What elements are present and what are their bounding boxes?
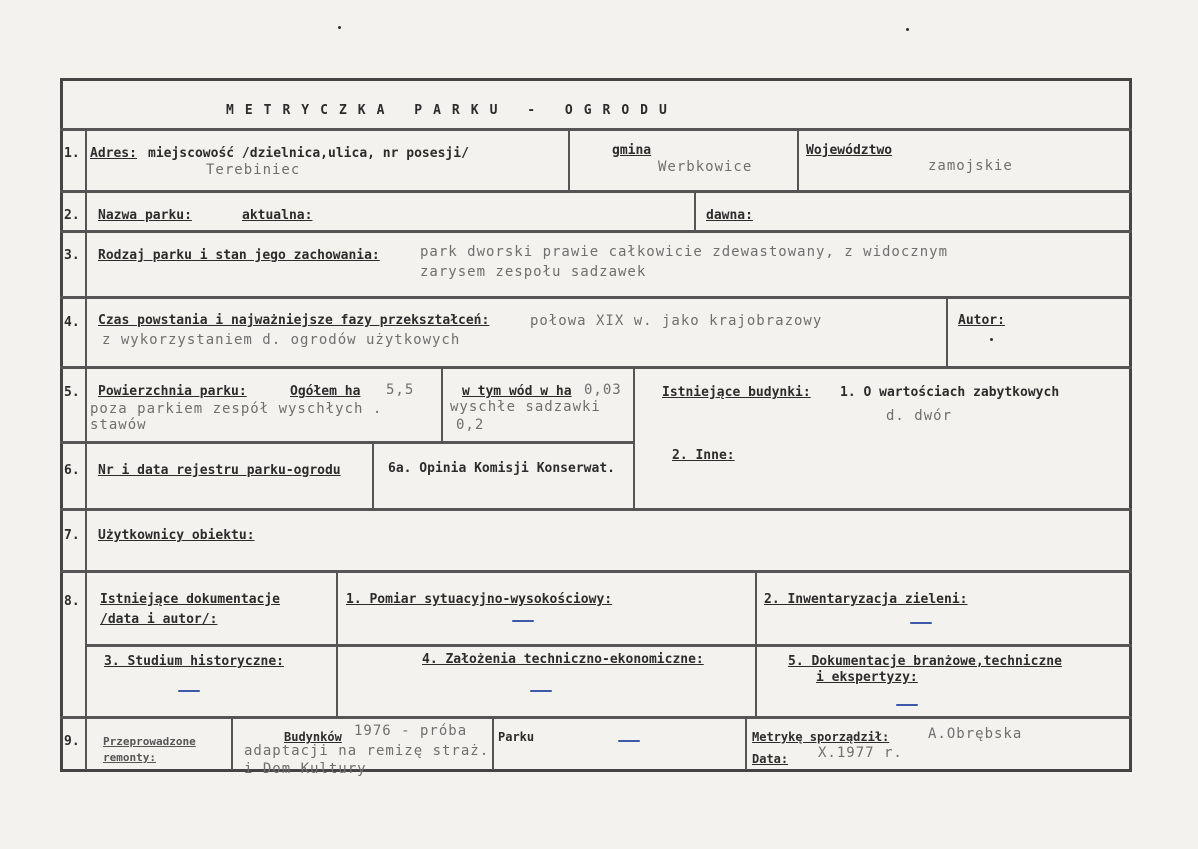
park-type-value-line2: zarysem zespołu sadzawek [420,264,647,280]
area-note-line1: poza parkiem zespół wyschłych . [90,401,383,417]
rule [372,443,374,508]
page-title: METRYCZKA PARKU - OGRODU [226,103,678,118]
origin-value-line2: z wykorzystaniem d. ogrodów użytkowych [102,332,461,348]
sector-docs-label-line1: 5. Dokumentacje branżowe,techniczne [788,654,1062,669]
voivodeship-value: zamojskie [928,158,1013,174]
total-area-value: 5,5 [386,382,415,398]
rule [60,190,1132,193]
current-name-label: aktualna: [242,208,313,223]
users-label: Użytkownicy obiektu: [98,528,255,543]
historical-study-label: 3. Studium historyczne: [104,654,285,669]
renovations-label-line2: remonty: [103,751,156,764]
park-name-label: Nazwa parku: [98,208,192,223]
gmina-label: gmina [612,143,652,158]
rule [755,572,757,716]
address-value: Terebiniec [206,162,301,178]
renovation-value-line3: i Dom Kultury [244,761,367,777]
date-label: Data: [752,752,789,766]
rule [336,572,338,716]
speck [906,28,909,31]
water-area-label: w tym wód w ha [462,384,572,399]
greenery-inventory-label: 2. Inwentaryzacja zieleni: [764,592,968,607]
renovation-value-line1: 1976 - próba [354,723,468,739]
address-label-detail: miejscowość /dzielnica,ulica, nr posesji/ [148,146,469,161]
rule [60,716,1132,719]
voivodeship-label: Województwo [806,143,893,158]
buildings-label: Istniejące budynki: [662,385,811,400]
compiled-by-label: Metrykę sporządził: [752,730,890,744]
gmina-value: Werbkowice [658,159,753,175]
documentation-label-line1: Istniejące dokumentacje [100,592,281,607]
area-label: Powierzchnia parku: [98,384,247,399]
rule [60,508,1132,511]
rule [745,718,747,770]
rule [85,130,87,770]
rule [568,130,570,190]
water-area-value: 0,03 [584,382,622,398]
row-number: 6. [64,463,80,478]
empty-value-dash [530,690,552,692]
row-number: 9. [64,734,80,749]
buildings-renovation-label: Budynków [284,730,342,744]
rule [60,296,1132,299]
rule [441,368,443,441]
rule [797,130,799,190]
park-type-value-line1: park dworski prawie całkowicie zdewastowany, z widocznym [420,244,949,260]
empty-value-dash [910,622,932,624]
water-note-line1: wyschłe sadzawki [450,399,601,415]
speck [338,26,341,29]
empty-value-dash [618,740,640,742]
park-type-label: Rodzaj parku i stan jego zachowania: [98,248,380,263]
renovations-label-line1: Przeprowadzone [103,735,196,748]
rule [694,192,696,230]
rule [633,368,635,508]
row-number: 3. [64,248,80,263]
total-area-label: Ogółem ha [290,384,361,399]
row-number: 7. [64,528,80,543]
former-name-label: dawna: [706,208,753,223]
empty-value-dash [178,690,200,692]
origin-value-line1: połowa XIX w. jako krajobrazowy [530,313,823,329]
rule [60,441,634,444]
commission-opinion-label: 6a. Opinia Komisji Konserwat. [388,461,615,476]
historic-buildings-value: d. dwór [886,408,953,424]
sector-docs-label-line2: i ekspertyzy: [816,670,918,685]
rule [946,298,948,366]
renovation-value-line2: adaptacji na remizę straż. [244,743,490,759]
address-label: Adres: [90,146,137,161]
rule [60,366,1132,369]
compiled-by-value: A.Obrębska [928,726,1023,742]
historic-buildings-label: 1. O wartościach zabytkowych [840,385,1060,400]
water-note-line2: 0,2 [456,417,485,433]
survey-label: 1. Pomiar sytuacyjno-wysokościowy: [346,592,613,607]
empty-value-dash [896,704,918,706]
area-note-line2: stawów [90,417,147,433]
rule [231,718,233,770]
row-number: 1. [64,146,80,161]
row-number: 8. [64,594,80,609]
other-buildings-label: 2. Inne: [672,448,735,463]
row-number: 4. [64,315,80,330]
row-number: 2. [64,208,80,223]
park-renovation-label: Parku [498,730,535,744]
rule [492,718,494,770]
technical-assumptions-label: 4. Założenia techniczno-ekonomiczne: [422,652,704,667]
origin-label: Czas powstania i najważniejsze fazy przekształceń: [98,313,490,328]
rule [86,644,1132,647]
row-number: 5. [64,385,80,400]
rule [60,128,1132,131]
author-label: Autor: [958,313,1005,328]
rule [60,230,1132,233]
register-label: Nr i data rejestru parku-ogrodu [98,463,341,478]
speck [990,338,993,341]
empty-value-dash [512,620,534,622]
date-value: X.1977 r. [818,745,903,761]
documentation-label-line2: /data i autor/: [100,612,218,627]
rule [60,570,1132,573]
